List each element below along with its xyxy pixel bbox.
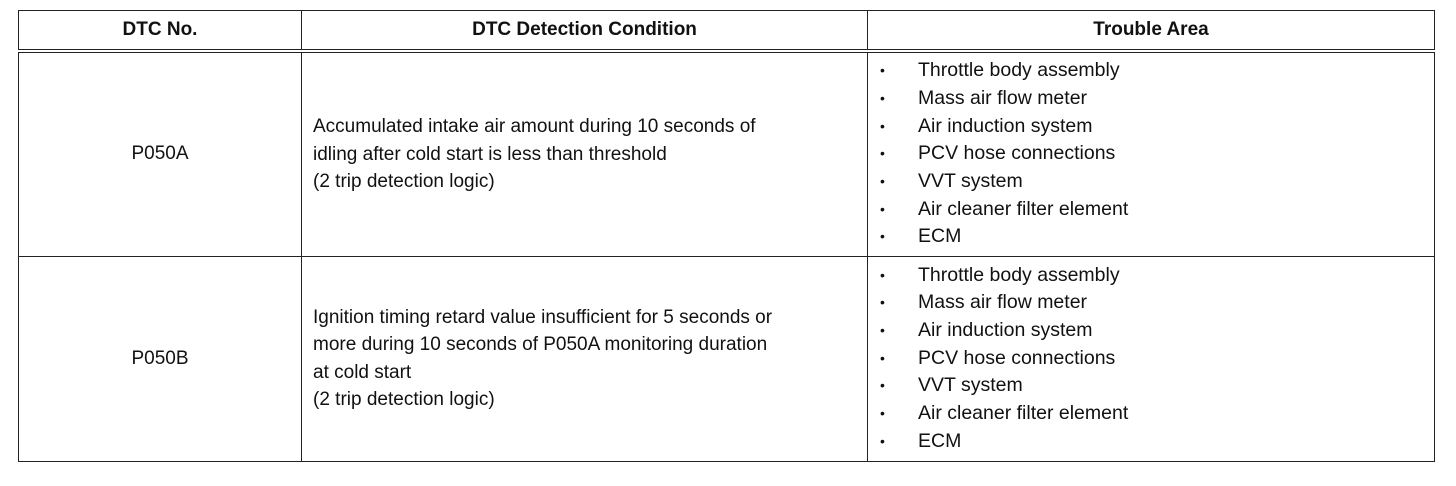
- table-row: [19, 256, 1435, 461]
- condition-line: Ignition timing retard value insufficient for 5 seconds or: [313, 306, 773, 328]
- trouble-area-text: Mass air flow meter: [918, 87, 1088, 110]
- list-item: [868, 317, 1434, 345]
- bullet-icon: •: [880, 405, 885, 422]
- list-item: [868, 289, 1434, 317]
- trouble-area-text: PCV hose connections: [918, 346, 1116, 369]
- dtc-number-cell: P050A: [19, 51, 302, 256]
- list-item: [868, 223, 1434, 251]
- trouble-area-text: VVT system: [918, 170, 1023, 193]
- bullet-icon: •: [880, 145, 885, 162]
- condition-line: idling after cold start is less than threshold: [313, 143, 667, 165]
- header-dtc-no: DTC No.: [19, 11, 302, 52]
- list-item: [868, 428, 1434, 456]
- bullet-icon: •: [880, 62, 885, 79]
- condition-line: Accumulated intake air amount during 10 seconds of: [313, 116, 756, 137]
- bullet-icon: •: [880, 349, 885, 366]
- list-item: [868, 85, 1434, 113]
- trouble-area-text: Throttle body assembly: [918, 59, 1120, 82]
- bullet-icon: •: [880, 200, 885, 217]
- list-item: [868, 57, 1434, 85]
- bullet-icon: •: [880, 90, 885, 107]
- bullet-icon: •: [880, 117, 885, 134]
- bullet-icon: •: [880, 432, 885, 449]
- list-item: [868, 262, 1434, 290]
- dtc-number-cell: P050B: [19, 256, 302, 461]
- trouble-area-text: Air cleaner filter element: [918, 402, 1129, 425]
- trouble-area-text: Air induction system: [918, 114, 1093, 137]
- list-item: [868, 113, 1434, 141]
- header-trouble-area: Trouble Area: [868, 11, 1435, 52]
- list-item: [868, 345, 1434, 373]
- list-item: [868, 140, 1434, 168]
- trouble-area-cell: [868, 256, 1435, 461]
- trouble-area-cell: [868, 51, 1435, 256]
- dtc-table: [18, 10, 1435, 462]
- bullet-icon: •: [880, 294, 885, 311]
- condition-line: (2 trip detection logic): [313, 171, 495, 192]
- condition-line: at cold start: [313, 361, 412, 383]
- header-row: [19, 11, 1435, 52]
- condition-line: (2 trip detection logic): [313, 389, 495, 410]
- list-item: [868, 168, 1434, 196]
- bullet-icon: •: [880, 377, 885, 394]
- condition-line: more during 10 seconds of P050A monitoring duration: [313, 334, 768, 355]
- trouble-area-list: [868, 57, 1434, 251]
- bullet-icon: •: [880, 173, 885, 190]
- trouble-area-text: Air induction system: [918, 318, 1093, 341]
- list-item: [868, 196, 1434, 224]
- detection-condition-cell: [302, 256, 868, 461]
- bullet-icon: •: [880, 228, 885, 245]
- bullet-icon: •: [880, 266, 885, 283]
- list-item: [868, 400, 1434, 428]
- list-item: [868, 372, 1434, 400]
- table-row: [19, 51, 1435, 256]
- header-detection-condition: DTC Detection Condition: [302, 11, 868, 52]
- trouble-area-text: ECM: [918, 429, 962, 452]
- detection-condition-cell: [302, 51, 868, 256]
- bullet-icon: •: [880, 321, 885, 338]
- trouble-area-text: PCV hose connections: [918, 142, 1116, 165]
- trouble-area-text: Throttle body assembly: [918, 263, 1120, 286]
- trouble-area-list: [868, 262, 1434, 456]
- trouble-area-text: Air cleaner filter element: [918, 197, 1129, 220]
- trouble-area-text: Mass air flow meter: [918, 291, 1088, 314]
- trouble-area-text: ECM: [918, 225, 962, 248]
- trouble-area-text: VVT system: [918, 374, 1023, 397]
